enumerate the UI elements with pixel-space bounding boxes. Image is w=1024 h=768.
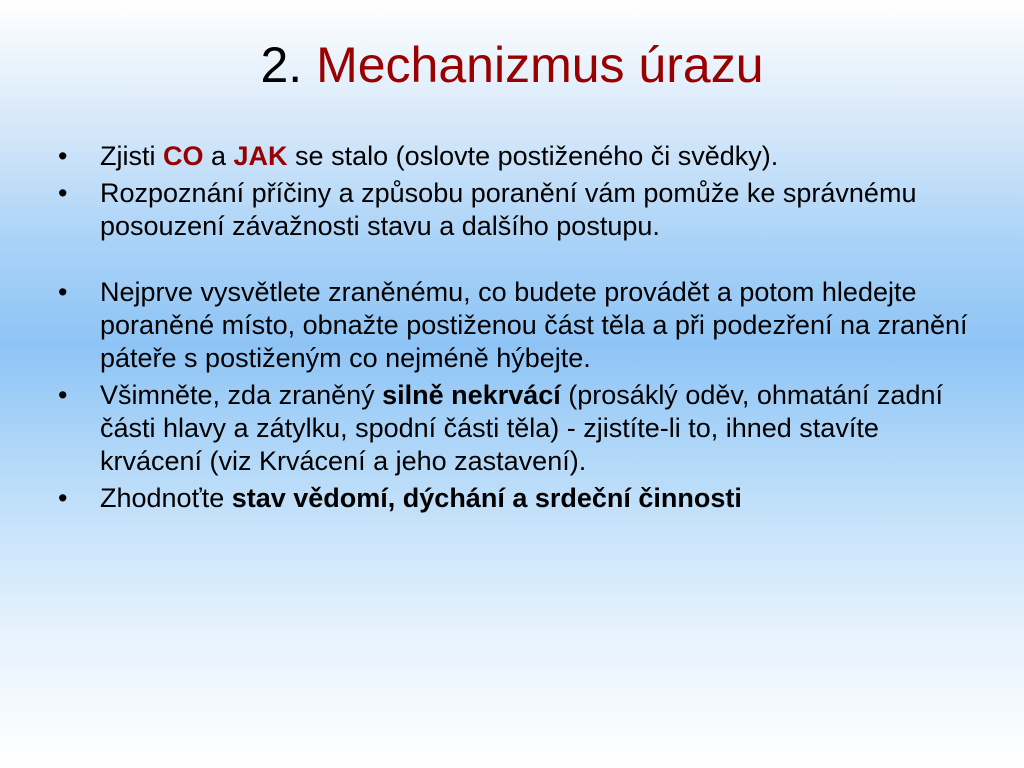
- bullet-item-3: [56, 276, 976, 375]
- bullet-dot: •: [58, 277, 68, 307]
- emphasis-bleeding: silně nekrvácí: [382, 380, 561, 410]
- bullet-1-text-a: Zjisti: [100, 141, 163, 171]
- bullet-dot: •: [58, 483, 68, 513]
- bullet-4-text-b: (prosáklý oděv, ohmatání zadní části hlavy a zátylku, spodní části těla) - zjistíte-li to, ihned stavíte krvácení (viz Krvácení a jeho zastavení).: [100, 380, 943, 476]
- bullet-5-text-a: Zhodnoťte: [100, 483, 232, 513]
- bullet-item-5: [56, 482, 976, 515]
- bullet-dot: •: [58, 141, 68, 171]
- bullet-2-text: Rozpoznání příčiny a způsobu poranění vám pomůže ke správnému posouzení závažnosti stavu a dalšího postupu.: [100, 178, 917, 241]
- bullet-dot: •: [58, 178, 68, 208]
- title-text: Mechanizmus úrazu: [316, 37, 764, 93]
- bullet-3-text: Nejprve vysvětlete zraněnému, co budete provádět a potom hledejte poraněné místo, obnažte postiženou část těla a při podezření na zranění páteře s postiženým co nejméně hýbejte.: [100, 277, 968, 373]
- bullet-4-text-a: Všimněte, zda zraněný: [100, 380, 383, 410]
- title-number: 2.: [260, 37, 303, 93]
- slide-title: [0, 30, 1024, 100]
- emphasis-co: CO: [163, 141, 204, 171]
- bullet-item-1: [56, 140, 976, 173]
- bullet-dot: •: [58, 380, 68, 410]
- emphasis-jak: JAK: [233, 141, 288, 171]
- bullet-1-text-c: se stalo (oslovte postiženého či svědky).: [287, 141, 779, 171]
- bullet-1-text-b: a: [203, 141, 234, 171]
- bullet-item-4: [56, 379, 976, 478]
- bullet-item-2: [56, 177, 976, 243]
- emphasis-vitals: stav vědomí, dýchání a srdeční činnosti: [231, 483, 742, 513]
- bullet-list: [56, 140, 976, 519]
